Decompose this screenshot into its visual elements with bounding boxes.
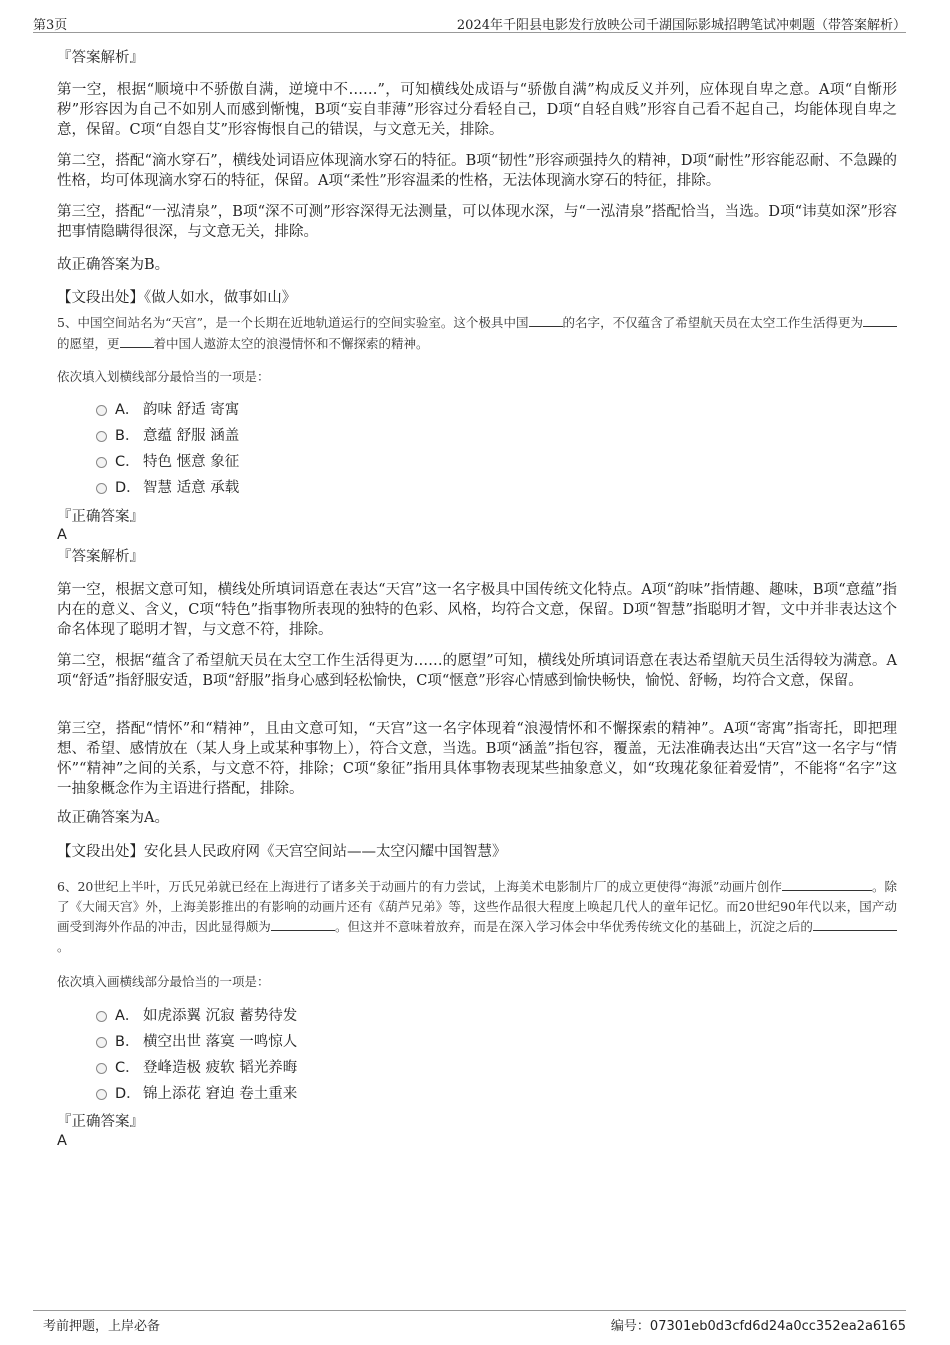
radio-icon[interactable]	[96, 1089, 107, 1100]
q6-answer-heading: 『正确答案』	[57, 1114, 144, 1130]
q6-option-b[interactable]: B． 横空出世 落寞 一鸣惊人	[96, 1032, 297, 1052]
q6-option-d[interactable]: D． 锦上添花 窘迫 卷土重来	[96, 1084, 297, 1104]
radio-icon[interactable]	[96, 457, 107, 468]
q5-analysis-heading: 『答案解析』	[57, 549, 144, 565]
page-header	[33, 14, 906, 33]
q5-conclusion: 故正确答案为A。	[57, 810, 169, 826]
q5-instruction: 依次填入划横线部分最恰当的一项是：	[57, 369, 270, 384]
radio-icon[interactable]	[96, 431, 107, 442]
q5-analysis-para1: 第一空，根据文意可知，横线处所填词语意在表达“天宫”这一名字极具中国传统文化特点。A项“韵味”指情趣、趣味，B项“意蕴”指内在的意义、含义，C项“特色”指事物所表现的独特的色彩、风格，均符合文意，保留。D项“智慧”指聪明才智，文中并非表达这个命名体现了聪明才智，与文意不符，排除。	[57, 582, 897, 638]
q5-source: 【文段出处】安化县人民政府网《天宫空间站——太空闪耀中国智慧》	[57, 844, 507, 860]
document-code: 编号：07301eb0d3cfd6d24a0cc352ea2a6165	[610, 1319, 906, 1334]
q4-conclusion: 故正确答案为B。	[57, 257, 170, 273]
q5-analysis-para2: 第二空，根据“蕴含了希望航天员在太空工作生活得更为……的愿望”可知，横线处所填词语意在表达希望航天员生活得较为满意。A项“舒适”指舒服安适，B项“舒服”指身心感到轻松愉快，C项“惬意”形容心情感到愉快畅快，愉悦、舒畅，均符合文意，保留。	[57, 653, 897, 689]
document-title: 2024年千阳县电影发行放映公司千湖国际影城招聘笔试冲刺题（带答案解析）	[456, 18, 906, 33]
page-number: 第3页	[33, 18, 68, 33]
page-footer	[33, 1310, 906, 1333]
q5-option-d[interactable]: D． 智慧 适意 承载	[96, 478, 239, 498]
q6-stem: 6、20世纪上半叶，万氏兄弟就已经在上海进行了诸多关于动画片的有力尝试，上海美术电影制片厂的成立更使得“海派”动画片创作 。除了《大闹天宫》外，上海美影推出的有影响的动画片还有《葫芦兄弟》等，这些作品很大程度上唤起几代人的童年记忆。而20世纪90年代以来，国产动画受到海外作品的冲击，因此显得颇为 。但这并不意味着放弃，而是在深入学习体会中华优秀传统文化的基础上，沉淀之后的。	[57, 876, 897, 956]
q4-source: 【文段出处】《做人如水，做事如山》	[57, 290, 297, 306]
q6-answer: A	[57, 1133, 67, 1149]
q5-blank-1	[529, 312, 563, 327]
q4-analysis-para2: 第二空，搭配“滴水穿石”，横线处词语应体现滴水穿石的特征。B项“韧性”形容顽强持久的精神，D项“耐性”形容能忍耐、不急躁的性格，均可体现滴水穿石的特征，保留。A项“柔性”形容温柔的性格，无法体现滴水穿石的特征，排除。	[57, 153, 897, 189]
radio-icon[interactable]	[96, 1037, 107, 1048]
q5-option-c[interactable]: C． 特色 惬意 象征	[96, 452, 239, 472]
q6-blank-1	[782, 876, 872, 891]
radio-icon[interactable]	[96, 1063, 107, 1074]
q5-answer-heading: 『正确答案』	[57, 509, 144, 525]
footer-slogan: 考前押题，上岸必备	[43, 1319, 161, 1334]
q5-analysis-para3: 第三空，搭配“情怀”和“精神”，且由文意可知，“天宫”这一名字体现着“浪漫情怀和不懈探索的精神”。A项“寄寓”指寄托，即把理想、希望、感情放在（某人身上或某种事物上），符合文意，当选。B项“涵盖”指包容，覆盖，无法准确表达出“天宫”这一名字与“情怀”“精神”之间的关系，与文意不符，排除；C项“象征”指用具体事物表现某些抽象意义，如“玫瑰花象征着爱情”，不能将“名字”这一抽象概念作为主语进行搭配，排除。	[57, 721, 897, 797]
radio-icon[interactable]	[96, 405, 107, 416]
q5-stem: 5、中国空间站名为“天宫”，是一个长期在近地轨道运行的空间实验室。这个极具中国 的名字，不仅蕴含了希望航天员在太空工作生活得更为的愿望，更 着中国人遨游太空的浪漫情怀和不懈探索的精神。	[57, 312, 897, 353]
radio-icon[interactable]	[96, 483, 107, 494]
q6-blank-2	[271, 916, 335, 931]
q5-blank-3	[120, 333, 154, 348]
q4-analysis-para1: 第一空，根据“顺境中不骄傲自满，逆境中不……”，可知横线处成语与“骄傲自满”构成反义并列，应体现自卑之意。A项“自惭形秽”形容因为自己不如别人而感到惭愧，B项“妄自菲薄”形容过分看轻自己，D项“自轻自贱”形容自己看不起自己，均能体现自卑之意，保留。C项“自怨自艾”形容悔恨自己的错误，与文意无关，排除。	[57, 82, 897, 138]
q4-analysis-para3: 第三空，搭配“一泓清泉”，B项“深不可测”形容深得无法测量，可以体现水深，与“一泓清泉”搭配恰当，当选。D项“讳莫如深”形容把事情隐瞒得很深，与文意无关，排除。	[57, 204, 897, 240]
q5-answer: A	[57, 527, 67, 543]
q4-analysis-heading: 『答案解析』	[57, 50, 144, 66]
q6-option-a[interactable]: A． 如虎添翼 沉寂 蓄势待发	[96, 1006, 297, 1026]
q5-blank-2	[863, 312, 897, 327]
radio-icon[interactable]	[96, 1011, 107, 1022]
q6-instruction: 依次填入画横线部分最恰当的一项是：	[57, 974, 270, 989]
q5-option-b[interactable]: B． 意蕴 舒服 涵盖	[96, 426, 239, 446]
q5-option-a[interactable]: A． 韵味 舒适 寄寓	[96, 400, 239, 420]
q6-option-c[interactable]: C． 登峰造极 疲软 韬光养晦	[96, 1058, 297, 1078]
q6-blank-3	[813, 916, 897, 931]
